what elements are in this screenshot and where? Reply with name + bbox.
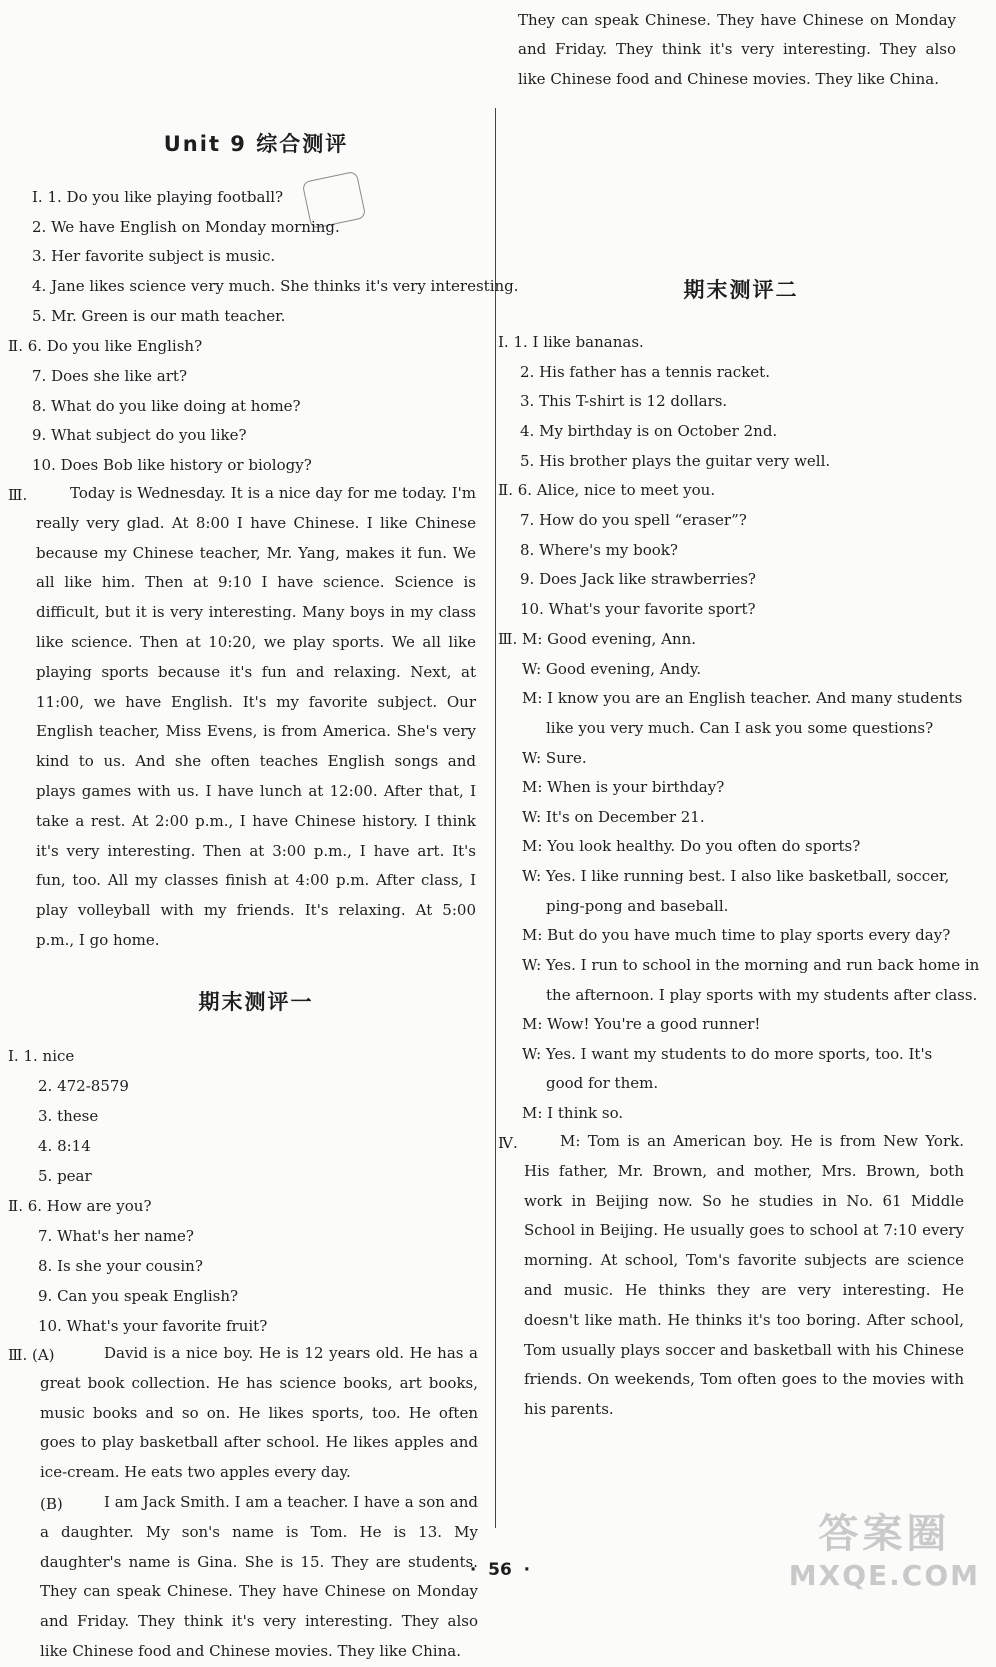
final2-q1-5: 5. His brother plays the guitar very well. xyxy=(520,452,831,470)
unit9-q1-2: 2. We have English on Monday morning. xyxy=(32,218,340,236)
unit9-q1-1: Ⅰ. 1. Do you like playing football? xyxy=(32,188,284,206)
unit9-title: Unit 9 综合测评 xyxy=(163,132,349,156)
final1-q2-7: 7. What's her name? xyxy=(38,1227,194,1245)
final2-q3-line-5: W: Sure. xyxy=(522,749,587,767)
final2-q3-line-3: M: I know you are an English teacher. And many students xyxy=(522,689,963,707)
final1-q1-1: Ⅰ. 1. nice xyxy=(8,1047,75,1065)
final2-q3-line-1: Ⅲ. M: Good evening, Ann. xyxy=(498,630,697,648)
final1-q3b-passage-start: I am Jack Smith. I am a teacher. I have a son and a daughter. My son's name is Tom. He is 13. My daughter's name is Gina. She is 15. They are students. They can speak Chinese. They have Chinese on Monday and Friday. They think it's very interesting. They also like Chinese food and Chinese movies. They like China. xyxy=(40,1493,478,1660)
final1-q3b-label: (B) xyxy=(40,1495,63,1513)
final2-q1-4: 4. My birthday is on October 2nd. xyxy=(520,422,778,440)
final2-q1-3: 3. This T-shirt is 12 dollars. xyxy=(520,392,728,410)
final2-q2-10: 10. What's your favorite sport? xyxy=(520,600,756,618)
final2-q2-7: 7. How do you spell “eraser”? xyxy=(520,511,747,529)
final2-q3-line-9: W: Yes. I like running best. I also like basketball, soccer, xyxy=(522,867,950,885)
final2-q3-line-13: the afternoon. I play sports with my students after class. xyxy=(546,986,978,1004)
final1-q1-5: 5. pear xyxy=(38,1167,92,1185)
final2-q3-line-15: W: Yes. I want my students to do more sports, too. It's xyxy=(522,1045,933,1063)
final1-q1-2: 2. 472-8579 xyxy=(38,1077,129,1095)
final2-q4-label: Ⅳ. xyxy=(498,1134,518,1152)
final1-q3a-passage: David is a nice boy. He is 12 years old. He has a great book collection. He has science books, art books, music books and so on. He likes sports, too. He often goes to play basketball after school. He likes apples and ice-cream. He eats two apples every day. xyxy=(40,1344,478,1482)
page-number-dot-right: · xyxy=(511,1560,531,1580)
final2-q3-line-14: M: Wow! You're a good runner! xyxy=(522,1015,761,1033)
unit9-q3-label: Ⅲ. xyxy=(8,486,28,504)
final2-q1-1: Ⅰ. 1. I like bananas. xyxy=(498,333,644,351)
final1-q2-9: 9. Can you speak English? xyxy=(38,1287,239,1305)
final2-q4-passage: M: Tom is an American boy. He is from New York. His father, Mr. Brown, and mother, Mrs. Brown, both work in Beijing now. So he studies in No. 61 Middle School in Beijing. He usually goes to school at 7:10 every morning. At school, Tom's favorite subjects are science and music. He thinks they are very interesting. He doesn't like math. He thinks it's too boring. After school, Tom usually plays soccer and basketball with his Chinese friends. On weekends, Tom often goes to the movies with his parents. xyxy=(524,1132,964,1419)
final2-title: 期末测评二 xyxy=(683,278,799,302)
unit9-q2-8: 8. What do you like doing at home? xyxy=(32,397,301,415)
final1-q3b-passage-end: They can speak Chinese. They have Chinese on Monday and Friday. They think it's very interesting. They also like Chinese food and Chinese movies. They like China. xyxy=(518,10,956,89)
unit9-q1-4: 4. Jane likes science very much. She thinks it's very interesting. xyxy=(32,277,519,295)
final1-q3b-continuation xyxy=(518,0,956,95)
final2-q3-line-11: M: But do you have much time to play sports every day? xyxy=(522,926,951,944)
page-number-value: 56 xyxy=(488,1560,512,1580)
final1-q3a-label: Ⅲ. (A) xyxy=(8,1346,55,1364)
column-divider xyxy=(495,108,496,1528)
unit9-q2-10: 10. Does Bob like history or biology? xyxy=(32,456,312,474)
final2-q3-line-8: M: You look healthy. Do you often do sports? xyxy=(522,837,861,855)
final2-q3-line-12: W: Yes. I run to school in the morning and run back home in xyxy=(522,956,980,974)
final2-q1-2: 2. His father has a tennis racket. xyxy=(520,363,770,381)
final2-q2-8: 8. Where's my book? xyxy=(520,541,678,559)
final2-q3-line-2: W: Good evening, Andy. xyxy=(522,660,702,678)
unit9-q2-6: Ⅱ. 6. Do you like English? xyxy=(8,337,203,355)
page-number-dot-left: · xyxy=(469,1560,489,1580)
final1-q2-10: 10. What's your favorite fruit? xyxy=(38,1317,268,1335)
final2-q3-line-17: M: I think so. xyxy=(522,1104,624,1122)
final1-q1-3: 3. these xyxy=(38,1107,99,1125)
unit9-q3-passage: Today is Wednesday. It is a nice day for me today. I'm really very glad. At 8:00 I have Chinese. I like Chinese because my Chinese teacher, Mr. Yang, makes it fun. We all like him. Then at 9:10 I have science. Science is difficult, but it is very interesting. Many boys in my class like science. Then at 10:20, we play sports. We all like playing sports because it's fun and relaxing. Next, at 11:00, we have English. It's my favorite subject. Our English teacher, Miss Evens, is from America. She's very kind to us. And she often teaches English songs and plays games with us. I have lunch at 12:00. After that, I take a rest. At 2:00 p.m., I have Chinese history. I think it's very interesting. Then at 3:00 p.m., I have art. It's fun, too. All my classes finish at 4:00 p.m. After class, I play volleyball with my friends. It's relaxing. At 5:00 p.m., I go home. xyxy=(36,484,476,949)
final1-q2-6: Ⅱ. 6. How are you? xyxy=(8,1197,152,1215)
final1-title: 期末测评一 xyxy=(198,990,314,1014)
final2-q3-line-6: M: When is your birthday? xyxy=(522,778,725,796)
unit9-q1-3: 3. Her favorite subject is music. xyxy=(32,247,276,265)
final2-q3-line-10: ping-pong and baseball. xyxy=(546,897,729,915)
watermark-en: MXQE.COM xyxy=(788,1559,980,1592)
final2-q3-line-4: like you very much. Can I ask you some questions? xyxy=(546,719,934,737)
final2-q3-line-7: W: It's on December 21. xyxy=(522,808,705,826)
watermark xyxy=(789,1502,980,1592)
page-number xyxy=(440,1560,560,1580)
watermark-cn: 答案圈 xyxy=(818,1511,951,1557)
final2-q3-line-16: good for them. xyxy=(546,1074,659,1092)
unit9-q1-5: 5. Mr. Green is our math teacher. xyxy=(32,307,286,325)
unit9-q2-7: 7. Does she like art? xyxy=(32,367,187,385)
final2-q2-6: Ⅱ. 6. Alice, nice to meet you. xyxy=(498,481,716,499)
unit9-q2-9: 9. What subject do you like? xyxy=(32,426,247,444)
final2-q2-9: 9. Does Jack like strawberries? xyxy=(520,570,756,588)
final1-q2-8: 8. Is she your cousin? xyxy=(38,1257,203,1275)
final1-q1-4: 4. 8:14 xyxy=(38,1137,91,1155)
